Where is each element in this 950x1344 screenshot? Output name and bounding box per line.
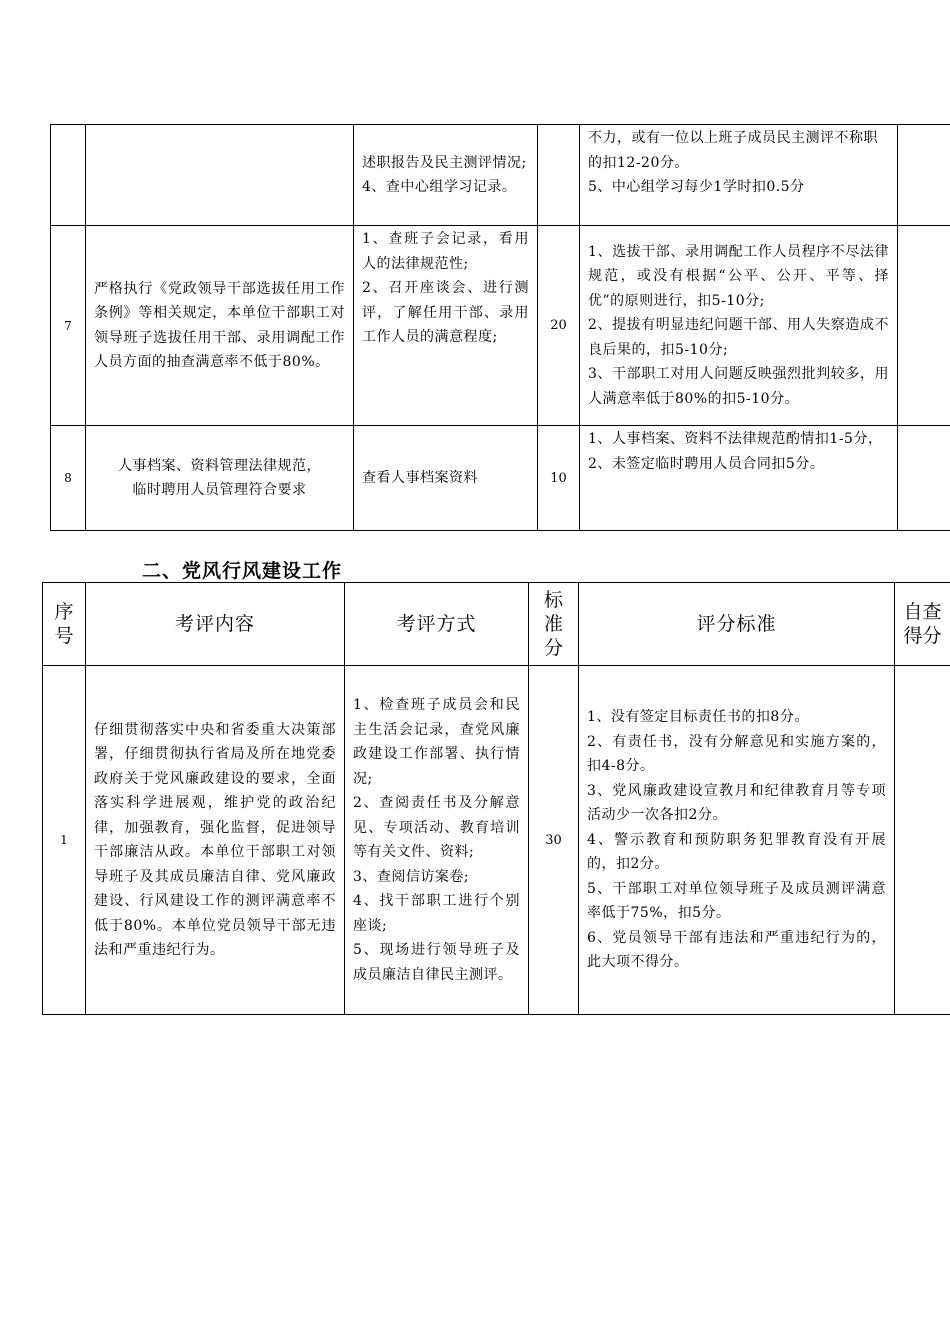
row-number: 8: [51, 426, 86, 531]
header-content: 考评内容: [86, 583, 345, 666]
criteria-item: 4、警示教育和预防职务犯罪教育没有开展的，扣2分。: [587, 831, 886, 873]
criteria-item: 1、人事档案、资料不法律规范酌情扣1-5分，: [588, 431, 883, 447]
scoring-criteria: [580, 125, 898, 226]
self-check-score: [898, 426, 950, 531]
standard-score: 10: [538, 426, 580, 531]
row-number: [51, 125, 86, 226]
table-row: [51, 426, 950, 531]
criteria-item: 6、党员领导干部有违法和严重违纪行为的，此大项不得分。: [587, 929, 886, 971]
self-check-score: [898, 226, 950, 426]
criteria-item: 3、党风廉政建设宣教月和纪律教育月等专项活动少一次各扣2分。: [587, 782, 886, 824]
section-title: 二、党风行风建设工作: [142, 560, 343, 582]
standard-score: 20: [538, 226, 580, 426]
assessment-method: [354, 426, 538, 531]
standard-score: 30: [529, 666, 579, 1015]
assessment-content: [86, 426, 354, 531]
assessment-content: 仔细贯彻落实中央和省委重大决策部署，仔细贯彻执行省局及所在地党委政府关于党风廉政建设的要求，全面落实科学进展观，维护党的政治纪律，加强教育，强化监督，促进领导干部廉洁从政。本单位干部职工对领导班子及其成员廉洁自律、党风廉政建设、行风建设工作的测评满意率不低于80%。本单位党员领导干部无违法和严重违纪行为。: [86, 666, 345, 1015]
criteria-item: 1、没有签定目标责任书的扣8分。: [587, 709, 809, 726]
header-method: 考评方式: [345, 583, 529, 666]
criteria-item: 5、干部职工对单位领导班子及成员测评满意率低于75%，扣5分。: [587, 880, 886, 922]
party-conduct-table: [42, 582, 950, 1015]
criteria-item: 3、干部职工对用人问题反映强烈批判较多，用人满意率低于80%的扣5-10分。: [588, 366, 889, 407]
criteria-item: 5、中心组学习每少1学时扣0.5分: [588, 179, 805, 195]
self-check-score: [895, 666, 950, 1015]
self-check-score: [898, 125, 950, 226]
content-line: 临时聘用人员管理符合要求: [132, 482, 307, 498]
header-self-check: 自查 得分: [895, 583, 950, 666]
row-number: 7: [51, 226, 86, 426]
table-row: [51, 226, 950, 426]
content-line: 人事档案、资料管理法律规范，: [118, 457, 321, 474]
criteria-item: 不力，或有一位以上班子成员民主测评不称职的扣12-20分。: [588, 130, 878, 171]
header-number: 序 号: [43, 583, 86, 666]
criteria-item: 1、选拔干部、录用调配工作人员程序不尽法律规范，或没有根据“公平、公开、平等、择优”的原则进行，扣5-10分;: [588, 243, 889, 309]
method-item: 查看人事档案资料: [362, 469, 478, 486]
method-item: 2、查阅责任书及分解意见、专项活动、教育培训等有关文件、资料;: [353, 795, 520, 860]
method-item: 1、查班子会记录，看用人的法律规范性;: [362, 231, 529, 272]
scoring-criteria: [579, 666, 895, 1015]
table-header-row: [43, 583, 950, 666]
header-standard-score: 标 准 分: [529, 583, 579, 666]
method-item: 3、查阅信访案卷;: [353, 868, 470, 885]
assessment-method: [354, 226, 538, 426]
header-criteria: 评分标准: [579, 583, 895, 666]
scoring-criteria: [580, 426, 898, 531]
criteria-item: 2、有责任书，没有分解意见和实施方案的，扣4-8分。: [587, 733, 886, 775]
method-item: 2、召开座谈会、进行测评，了解任用干部、录用工作人员的满意程度;: [362, 280, 529, 345]
scoring-criteria: [580, 226, 898, 426]
table-row: [43, 666, 950, 1015]
assessment-content: 严格执行《党政领导干部选拔任用工作条例》等相关规定，本单位干部职工对领导班子选拔任用干部、录用调配工作人员方面的抽查满意率不低于80%。: [86, 226, 354, 426]
method-item: 1、检查班子成员会和民主生活会记录，查党风廉政建设工作部署、执行情况;: [353, 697, 520, 787]
criteria-item: 2、提拔有明显违纪问题干部、用人失察造成不良后果的，扣5-10分;: [588, 317, 889, 358]
table-row: [51, 125, 950, 226]
criteria-item: 2、未签定临时聘用人员合同扣5分。: [588, 455, 825, 472]
method-item: 5、现场进行领导班子及成员廉洁自律民主测评。: [353, 942, 520, 983]
assessment-method: [354, 125, 538, 226]
method-item: 4、找干部职工进行个别座谈;: [353, 893, 520, 934]
assessment-method: [345, 666, 529, 1015]
method-item: 述职报告及民主测评情况;: [362, 154, 527, 171]
assessment-content: [86, 125, 354, 226]
assessment-table-continued: [50, 124, 950, 531]
method-item: 4、查中心组学习记录。: [362, 179, 517, 195]
standard-score: [538, 125, 580, 226]
row-number: 1: [43, 666, 86, 1015]
